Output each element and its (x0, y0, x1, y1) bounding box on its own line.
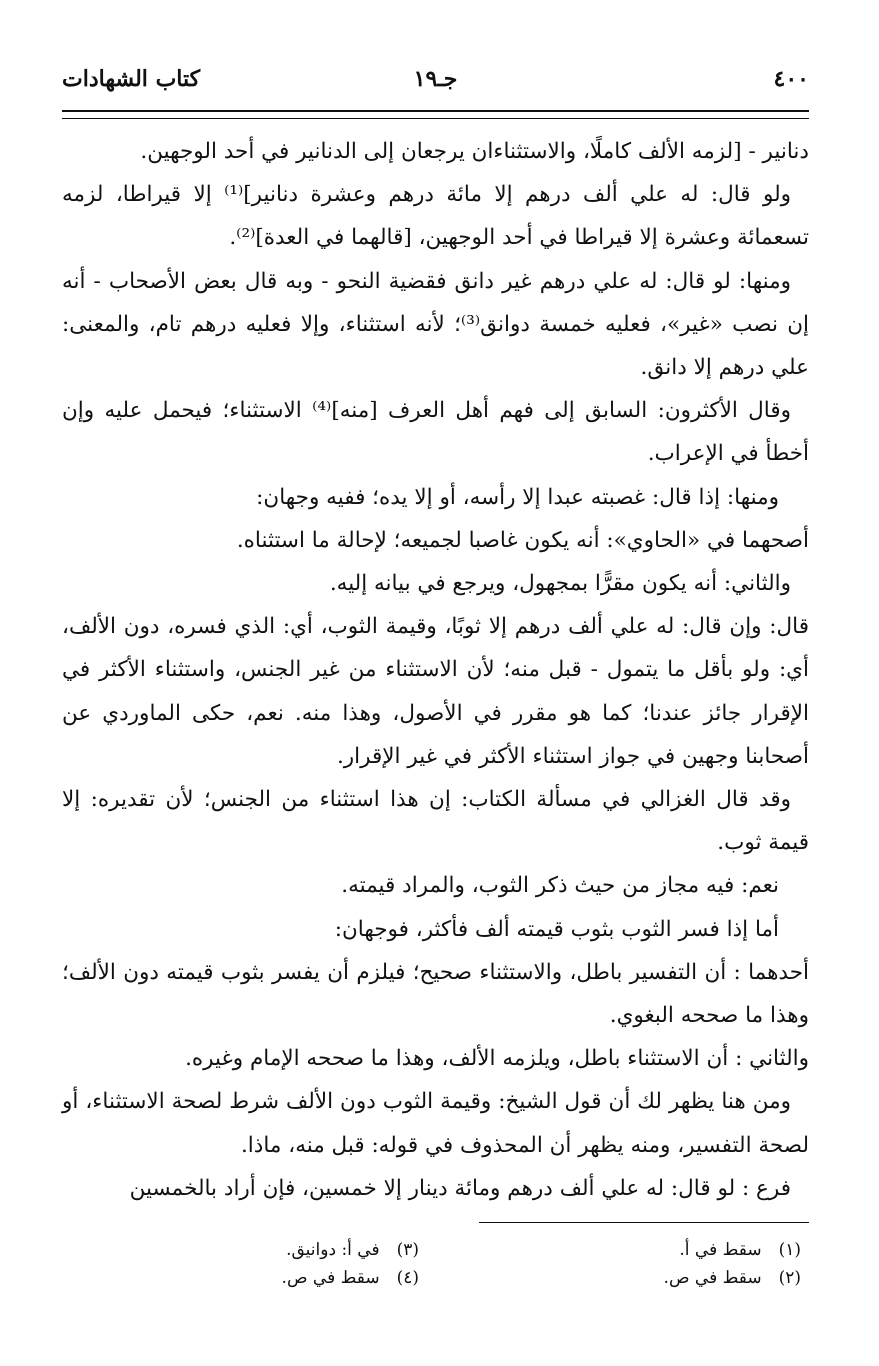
footnote-number: (٣) (396, 1240, 419, 1260)
page-number: ٤٠٠ (773, 66, 809, 92)
paragraph: دنانير - [لزمه الألف كاملًا، والاستثناءان يرجعان إلى الدنانير في أحد الوجهين. (140, 139, 809, 164)
footnote-text: سقط في ص. (663, 1268, 762, 1288)
paragraph: قال: وإن قال: له علي ألف درهم إلا ثوبًا، وقيمة الثوب، أي: الذي فسره، دون الألف، أي: ولو بأقل ما يتمول - قبل منه؛ لأن الاستثناء من غير الجنس، واستثناء الأكثر في الإقرار جائز عندنا؛ كما هو مقرر في الأصول، وهذا منه. نعم، حكى الماوردي عن أصحابنا وجهين في جواز استثناء الأكثر في غير الإقرار. (62, 614, 809, 769)
header-rule (62, 110, 809, 119)
paragraph: والثاني: أنه يكون مقرًّا بمجهول، ويرجع في بيانه إليه. (329, 571, 791, 597)
paragraph: فرع : لو قال: له علي ألف درهم ومائة دينار إلا خمسين، فإن أراد بالخمسين (129, 1175, 791, 1201)
paragraph: أما إذا فسر الثوب بثوب قيمته ألف فأكثر، فوجهان: (334, 916, 779, 942)
paragraph: وقد قال الغزالي في مسألة الكتاب: إن هذا استثناء من الجنس؛ لأن تقديره: إلا قيمة ثوب. (62, 787, 809, 856)
footnote-text: سقط في أ. (679, 1240, 762, 1260)
footnote-number: (٢) (778, 1268, 801, 1288)
footnote-text: في أ: دوانيق. (286, 1240, 380, 1260)
footnote (119, 1264, 419, 1292)
footnote (501, 1236, 801, 1264)
footnote (501, 1264, 801, 1292)
main-text (62, 130, 809, 1210)
footnote-number: (١) (778, 1240, 801, 1260)
footnote-text: سقط في ص. (281, 1268, 380, 1288)
paragraph: وقال الأكثرون: السابق إلى فهم أهل العرف [منه]⁽⁴⁾ الاستثناء؛ فيحمل عليه وإن أخطأ في الإعراب. (62, 398, 809, 467)
paragraph: نعم: فيه مجاز من حيث ذكر الثوب، والمراد قيمته. (341, 873, 779, 899)
paragraph: ومنها: لو قال: له علي درهم غير دانق فقضية النحو - وبه قال بعض الأصحاب - أنه إن نصب «غير»، فعليه خمسة دوانق⁽³⁾؛ لأنه استثناء، وإلا فعليه درهم تام، والمعنى: علي درهم إلا دانق. (62, 268, 809, 381)
footnotes-column-right (501, 1236, 801, 1292)
paragraph: والثاني : أن الاستثناء باطل، ويلزمه الألف، وهذا ما صححه الإمام وغيره. (185, 1046, 809, 1072)
paragraph: أصحهما في «الحاوي»: أنه يكون غاصبا لجميعه؛ لإحالة ما استثناه. (236, 527, 809, 553)
page-header (62, 66, 809, 100)
footnote-number: (٤) (396, 1268, 419, 1288)
book-title: كتاب الشهادات (62, 66, 201, 92)
paragraph: ولو قال: له علي ألف درهم إلا مائة درهم وعشرة دنانير]⁽¹⁾ إلا قيراطا، لزمه تسعمائة وعشرة إلا قيراطا في أحد الوجهين، [قالهما في العدة]⁽²⁾. (62, 182, 809, 251)
paragraph: ومن هنا يظهر لك أن قول الشيخ: وقيمة الثوب دون الألف شرط لصحة الاستثناء، أو لصحة التفسير، ومنه يظهر أن المحذوف في قوله: قبل منه، ماذا. (62, 1089, 809, 1158)
footnote (119, 1236, 419, 1264)
paragraph: أحدهما : أن التفسير باطل، والاستثناء صحيح؛ فيلزم أن يفسر بثوب قيمته دون الألف؛ وهذا ما صححه البغوي. (62, 959, 809, 1029)
paragraph: ومنها: إذا قال: غصبته عبدا إلا رأسه، أو إلا يده؛ ففيه وجهان: (256, 484, 779, 510)
footnotes-column-left (119, 1236, 419, 1292)
footnote-rule (479, 1222, 809, 1223)
volume-label: جـ١٩ (413, 66, 458, 92)
